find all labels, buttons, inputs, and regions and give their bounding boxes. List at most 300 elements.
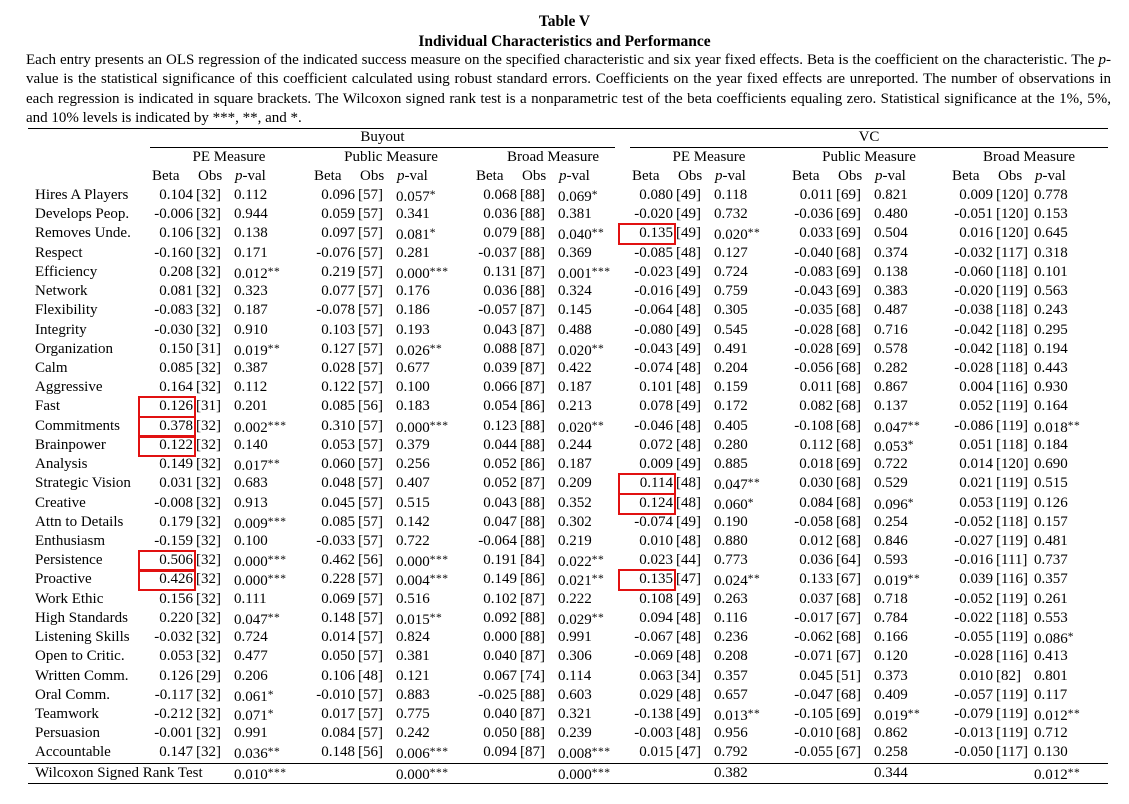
obs-value: [68] [836, 513, 861, 530]
significance-stars: ** [267, 458, 281, 471]
significance-stars: *** [429, 554, 449, 567]
pval-value: 0.716 [874, 321, 908, 338]
pval-value: 0.318 [1034, 244, 1068, 261]
significance-stars: *** [429, 767, 449, 779]
pval-value: 0.258 [874, 744, 908, 761]
obs-value: [87] [520, 648, 545, 665]
obs-value: [118] [996, 359, 1028, 376]
beta-value: 0.122 [159, 436, 193, 453]
pval-value: 0.000*** [396, 554, 449, 571]
table-subtitle: Individual Characteristics and Performance [418, 33, 711, 50]
pval-value: 0.114 [558, 667, 592, 684]
beta-value: -0.006 [154, 206, 193, 223]
pval-value: 0.885 [714, 456, 748, 473]
obs-value: [32] [196, 244, 221, 261]
pval-value: 0.381 [396, 648, 430, 665]
beta-value: 0.045 [321, 494, 355, 511]
beta-value: 0.506 [159, 552, 193, 569]
row-label: Network [35, 283, 88, 300]
subheader-beta: Beta [952, 168, 980, 184]
row-label: Creative [35, 494, 86, 511]
beta-value: -0.080 [634, 321, 673, 338]
beta-value: 0.085 [159, 359, 193, 376]
pval-value: 0.724 [234, 629, 268, 646]
pval-value: 0.071* [234, 707, 274, 724]
obs-value: [32] [196, 263, 221, 280]
beta-value: 0.135 [639, 571, 673, 588]
obs-value: [117] [996, 244, 1028, 261]
beta-value: 0.047 [483, 513, 517, 530]
significance-stars: ** [907, 573, 921, 586]
beta-value: 0.135 [639, 225, 673, 242]
highlight-box [618, 223, 676, 245]
significance-stars: ** [1067, 767, 1081, 779]
beta-value: 0.108 [639, 590, 673, 607]
beta-value: 0.059 [321, 206, 355, 223]
row-label: Listening Skills [35, 629, 130, 646]
row-label: Enthusiasm [35, 532, 105, 549]
obs-value: [120] [996, 225, 1029, 242]
obs-value: [47] [676, 571, 701, 588]
significance-stars: *** [429, 746, 449, 759]
row-label: Commitments [35, 417, 121, 434]
pval-value: 0.130 [1034, 744, 1068, 761]
obs-value: [84] [520, 552, 545, 569]
pval-value: 0.737 [1034, 552, 1068, 569]
obs-value: [88] [520, 283, 545, 300]
obs-value: [49] [676, 206, 701, 223]
obs-value: [57] [358, 436, 383, 453]
subheader-pval [235, 167, 266, 186]
beta-value: -0.064 [478, 532, 517, 549]
pval-value: 0.061* [234, 688, 274, 705]
beta-value: -0.038 [954, 302, 993, 319]
significance-stars: *** [267, 767, 287, 779]
beta-value: -0.025 [478, 686, 517, 703]
pval-value: 0.504 [874, 225, 908, 242]
beta-value: 0.043 [483, 321, 517, 338]
obs-value: [69] [836, 206, 861, 223]
obs-value: [32] [196, 436, 221, 453]
obs-value: [48] [676, 648, 701, 665]
obs-value: [48] [676, 436, 701, 453]
pval-value: 0.846 [874, 532, 908, 549]
beta-value: -0.043 [634, 340, 673, 357]
pval-value: 0.722 [874, 456, 908, 473]
obs-value: [119] [996, 686, 1028, 703]
obs-value: [88] [520, 417, 545, 434]
beta-value: 0.039 [483, 359, 517, 376]
obs-value: [32] [196, 456, 221, 473]
pval-value: 0.153 [1034, 206, 1068, 223]
beta-value: -0.020 [634, 206, 673, 223]
beta-value: 0.053 [159, 648, 193, 665]
beta-value: -0.051 [954, 206, 993, 223]
wilcoxon-label: Wilcoxon Signed Rank Test [35, 765, 203, 781]
significance-stars: ** [591, 573, 605, 586]
significance-stars: ** [747, 573, 761, 586]
beta-value: 0.126 [159, 398, 193, 415]
pval-value: 0.862 [874, 725, 908, 742]
beta-value: 0.066 [483, 379, 517, 396]
obs-value: [56] [358, 398, 383, 415]
obs-value: [68] [836, 494, 861, 511]
pval-value: 0.047** [874, 419, 921, 436]
obs-value: [57] [358, 571, 383, 588]
subheader-pval-p: p [559, 168, 567, 184]
significance-stars: *** [267, 515, 287, 528]
obs-value: [57] [358, 359, 383, 376]
beta-value: 0.052 [483, 456, 517, 473]
obs-value: [87] [520, 321, 545, 338]
obs-value: [57] [358, 686, 383, 703]
pval-value: 0.021** [558, 573, 605, 590]
obs-value: [48] [676, 475, 701, 492]
beta-value: -0.028 [794, 321, 833, 338]
pval-value: 0.164 [1034, 398, 1068, 415]
row-label: Open to Critic. [35, 648, 125, 665]
significance-stars: ** [907, 707, 921, 720]
row-label: Brainpower [35, 436, 106, 453]
pval-value: 0.138 [874, 263, 908, 280]
obs-value: [119] [996, 725, 1028, 742]
beta-value: 0.114 [639, 475, 673, 492]
obs-value: [88] [520, 686, 545, 703]
obs-value: [31] [196, 340, 221, 357]
obs-value: [32] [196, 187, 221, 203]
obs-value: [69] [836, 340, 861, 357]
pval-value: 0.883 [396, 686, 430, 703]
beta-value: -0.067 [634, 629, 673, 646]
table-title: Table V [538, 13, 591, 30]
beta-value: -0.008 [154, 494, 193, 511]
pval-value: 0.000*** [396, 419, 449, 436]
pval-value: 0.142 [396, 513, 430, 530]
obs-value: [68] [836, 629, 861, 646]
pval-value: 0.487 [874, 302, 908, 319]
pval-value: 0.029** [558, 611, 605, 628]
subheader-pval-rest: -val [404, 168, 428, 184]
row-label: Aggressive [35, 379, 103, 396]
pval-value: 0.019** [234, 342, 281, 359]
obs-value: [49] [676, 340, 701, 357]
obs-value: [57] [358, 725, 383, 742]
obs-value: [32] [196, 686, 221, 703]
obs-value: [117] [996, 744, 1028, 761]
beta-value: 0.085 [321, 513, 355, 530]
obs-value: [57] [358, 417, 383, 434]
beta-value: 0.106 [321, 667, 355, 684]
obs-value: [48] [676, 629, 701, 646]
beta-value: 0.191 [483, 552, 517, 569]
pval-value: 0.137 [874, 398, 908, 415]
beta-value: 0.123 [483, 417, 517, 434]
row-label: Written Comm. [35, 667, 129, 684]
beta-value: 0.028 [321, 359, 355, 376]
obs-value: [49] [676, 263, 701, 280]
beta-value: 0.094 [483, 744, 517, 761]
obs-value: [88] [520, 609, 545, 626]
significance-stars: ** [267, 265, 281, 278]
obs-value: [34] [676, 667, 701, 684]
beta-value: 0.036 [483, 206, 517, 223]
pval-value: 0.060* [714, 496, 754, 513]
pval-value: 0.171 [234, 244, 268, 261]
row-label: Develops Peop. [35, 206, 130, 223]
beta-value: 0.088 [483, 340, 517, 357]
beta-value: 0.072 [639, 436, 673, 453]
row-label: Removes Unde. [35, 225, 131, 242]
obs-value: [118] [996, 302, 1028, 319]
obs-value: [49] [676, 225, 701, 242]
beta-value: 0.017 [321, 705, 355, 722]
pval-value: 0.120 [874, 648, 908, 665]
beta-value: 0.037 [799, 590, 833, 607]
significance-stars: ** [591, 419, 605, 432]
row-label: Work Ethic [35, 590, 104, 607]
obs-value: [67] [836, 609, 861, 626]
beta-value: 0.051 [959, 436, 993, 453]
pval-value: 0.956 [714, 725, 748, 742]
significance-stars: ** [1067, 419, 1081, 432]
pval-value: 0.100 [234, 532, 268, 549]
pval-value: 0.379 [396, 436, 430, 453]
pval-value: 0.712 [1034, 725, 1068, 742]
beta-value: -0.033 [316, 532, 355, 549]
beta-value: 0.106 [159, 225, 193, 242]
significance-stars: * [429, 189, 436, 201]
pval-value: 0.190 [714, 513, 748, 530]
subheader-pval [875, 167, 906, 186]
obs-value: [32] [196, 609, 221, 626]
obs-value: [88] [520, 494, 545, 511]
significance-stars: * [267, 688, 274, 701]
obs-value: [87] [520, 744, 545, 761]
subheader-pval [715, 167, 746, 186]
beta-value: -0.001 [154, 725, 193, 742]
significance-stars: *** [267, 573, 287, 586]
obs-value: [68] [836, 590, 861, 607]
beta-value: -0.086 [954, 417, 993, 434]
wilcoxon-value: 0.000*** [396, 767, 449, 783]
pval-value: 0.013** [714, 707, 761, 724]
beta-value: -0.040 [794, 244, 833, 261]
obs-value: [57] [358, 513, 383, 530]
obs-value: [51] [836, 667, 861, 684]
obs-value: [88] [520, 725, 545, 742]
pval-value: 0.000*** [234, 573, 287, 590]
pval-value: 0.012** [234, 265, 281, 282]
row-label: Flexibility [35, 302, 98, 319]
beta-value: -0.083 [154, 302, 193, 319]
beta-value: -0.028 [954, 359, 993, 376]
significance-stars: ** [267, 746, 281, 759]
highlight-box [618, 493, 676, 515]
beta-value: 0.011 [799, 379, 833, 396]
table-caption [26, 51, 1111, 128]
beta-value: 0.124 [639, 494, 673, 511]
row-label: Organization [35, 340, 114, 357]
obs-value: [48] [676, 532, 701, 549]
pval-value: 0.321 [558, 705, 592, 722]
beta-value: -0.138 [634, 705, 673, 722]
pval-value: 0.516 [396, 590, 430, 607]
beta-value: 0.085 [321, 398, 355, 415]
obs-value: [118] [996, 340, 1028, 357]
beta-value: -0.036 [794, 206, 833, 223]
obs-value: [49] [676, 590, 701, 607]
beta-value: -0.023 [634, 263, 673, 280]
pval-value: 0.645 [1034, 225, 1068, 242]
significance-stars: ** [591, 554, 605, 567]
pval-value: 0.374 [874, 244, 908, 261]
pval-value: 0.488 [558, 321, 592, 338]
pval-value: 0.187 [558, 456, 592, 473]
beta-value: 0.014 [321, 629, 355, 646]
beta-value: -0.010 [316, 686, 355, 703]
obs-value: [118] [996, 436, 1028, 453]
subheader-pval-p: p [715, 168, 723, 184]
obs-value: [57] [358, 475, 383, 492]
group-header-vc: VC [858, 129, 880, 145]
beta-value: -0.010 [794, 725, 833, 742]
pval-value: 0.801 [1034, 667, 1068, 684]
measure-header: Public Measure [344, 149, 438, 165]
beta-value: 0.039 [959, 571, 993, 588]
significance-stars: ** [591, 342, 605, 355]
pval-value: 0.166 [874, 629, 908, 646]
pval-value: 0.991 [234, 725, 268, 742]
significance-stars: ** [907, 419, 921, 432]
beta-value: 0.219 [321, 263, 355, 280]
pval-value: 0.100 [396, 379, 430, 396]
obs-value: [49] [676, 187, 701, 203]
obs-value: [119] [996, 398, 1028, 415]
obs-value: [87] [520, 475, 545, 492]
significance-stars: ** [747, 477, 761, 490]
obs-value: [68] [836, 398, 861, 415]
obs-value: [32] [196, 648, 221, 665]
obs-value: [32] [196, 417, 221, 434]
pval-value: 0.145 [558, 302, 592, 319]
pval-value: 0.001*** [558, 265, 611, 282]
subheader-pval [1035, 167, 1066, 186]
beta-value: 0.043 [483, 494, 517, 511]
obs-value: [87] [520, 590, 545, 607]
obs-value: [68] [836, 302, 861, 319]
significance-stars: ** [429, 611, 443, 624]
obs-value: [57] [358, 379, 383, 396]
obs-value: [48] [676, 494, 701, 511]
obs-value: [29] [196, 667, 221, 684]
obs-value: [88] [520, 187, 545, 203]
obs-value: [32] [196, 379, 221, 396]
obs-value: [68] [836, 417, 861, 434]
pval-value: 0.784 [874, 609, 908, 626]
obs-value: [68] [836, 436, 861, 453]
obs-value: [44] [676, 552, 701, 569]
pval-value: 0.369 [558, 244, 592, 261]
beta-value: 0.103 [321, 321, 355, 338]
beta-value: 0.104 [159, 187, 193, 203]
beta-value: 0.052 [483, 475, 517, 492]
beta-value: -0.003 [634, 725, 673, 742]
beta-value: -0.083 [794, 263, 833, 280]
row-label: Fast [35, 398, 61, 415]
obs-value: [86] [520, 398, 545, 415]
pval-value: 0.138 [234, 225, 268, 242]
beta-value: -0.030 [154, 321, 193, 338]
obs-value: [31] [196, 398, 221, 415]
beta-value: -0.027 [954, 532, 993, 549]
caption-part-3: -value is the statistical significance of this coefficient calculated using robust standard errors. Coefficients on the year fixed effects are unreported. The number of observations in each regression is indicated in square brackets. The Wilcoxon signed rank test is a nonparametric test of the beta coefficients equaling zero. Statistical significance at the 1%, 5%, and 10% levels is indicated by ***, **, and *. [26, 52, 1111, 126]
measure-header: PE Measure [672, 149, 746, 165]
obs-value: [56] [358, 552, 383, 569]
subheader-obs: Obs [360, 168, 385, 184]
beta-value: 0.033 [799, 225, 833, 242]
beta-value: -0.028 [794, 340, 833, 357]
pval-value: 0.778 [1034, 187, 1068, 203]
obs-value: [68] [836, 379, 861, 396]
beta-value: 0.036 [483, 283, 517, 300]
pval-value: 0.357 [714, 667, 748, 684]
highlight-box [138, 435, 196, 457]
obs-value: [69] [836, 283, 861, 300]
beta-value: 0.030 [799, 475, 833, 492]
beta-value: -0.160 [154, 244, 193, 261]
obs-value: [119] [996, 705, 1028, 722]
beta-value: -0.074 [634, 359, 673, 376]
significance-stars: * [747, 496, 754, 509]
pval-value: 0.183 [396, 398, 430, 415]
pval-value: 0.019** [874, 707, 921, 724]
obs-value: [57] [358, 705, 383, 722]
pval-value: 0.603 [558, 686, 592, 703]
pval-value: 0.116 [714, 609, 748, 626]
pval-value: 0.443 [1034, 359, 1068, 376]
beta-value: -0.032 [154, 629, 193, 646]
pval-value: 0.057* [396, 189, 436, 205]
pval-value: 0.773 [714, 552, 748, 569]
beta-value: 0.053 [959, 494, 993, 511]
beta-value: 0.096 [321, 187, 355, 203]
obs-value: [48] [676, 686, 701, 703]
highlight-box [138, 569, 196, 591]
beta-value: 0.016 [959, 225, 993, 242]
subheader-beta: Beta [476, 168, 504, 184]
pval-value: 0.208 [714, 648, 748, 665]
pval-value: 0.036** [234, 746, 281, 763]
beta-value: -0.052 [954, 590, 993, 607]
beta-value: 0.078 [639, 398, 673, 415]
obs-value: [88] [520, 225, 545, 242]
pval-value: 0.683 [234, 475, 268, 492]
pval-value: 0.020** [558, 419, 605, 436]
pval-value: 0.657 [714, 686, 748, 703]
significance-stars: ** [747, 707, 761, 720]
obs-value: [32] [196, 475, 221, 492]
pval-value: 0.243 [1034, 302, 1068, 319]
pval-value: 0.913 [234, 494, 268, 511]
obs-value: [87] [520, 302, 545, 319]
pval-value: 0.053* [874, 438, 914, 455]
pval-value: 0.254 [874, 513, 908, 530]
obs-value: [32] [196, 725, 221, 742]
significance-stars: * [907, 496, 914, 509]
subheader-pval-rest: -val [882, 168, 906, 184]
pval-value: 0.206 [234, 667, 268, 684]
beta-value: 0.009 [959, 187, 993, 203]
